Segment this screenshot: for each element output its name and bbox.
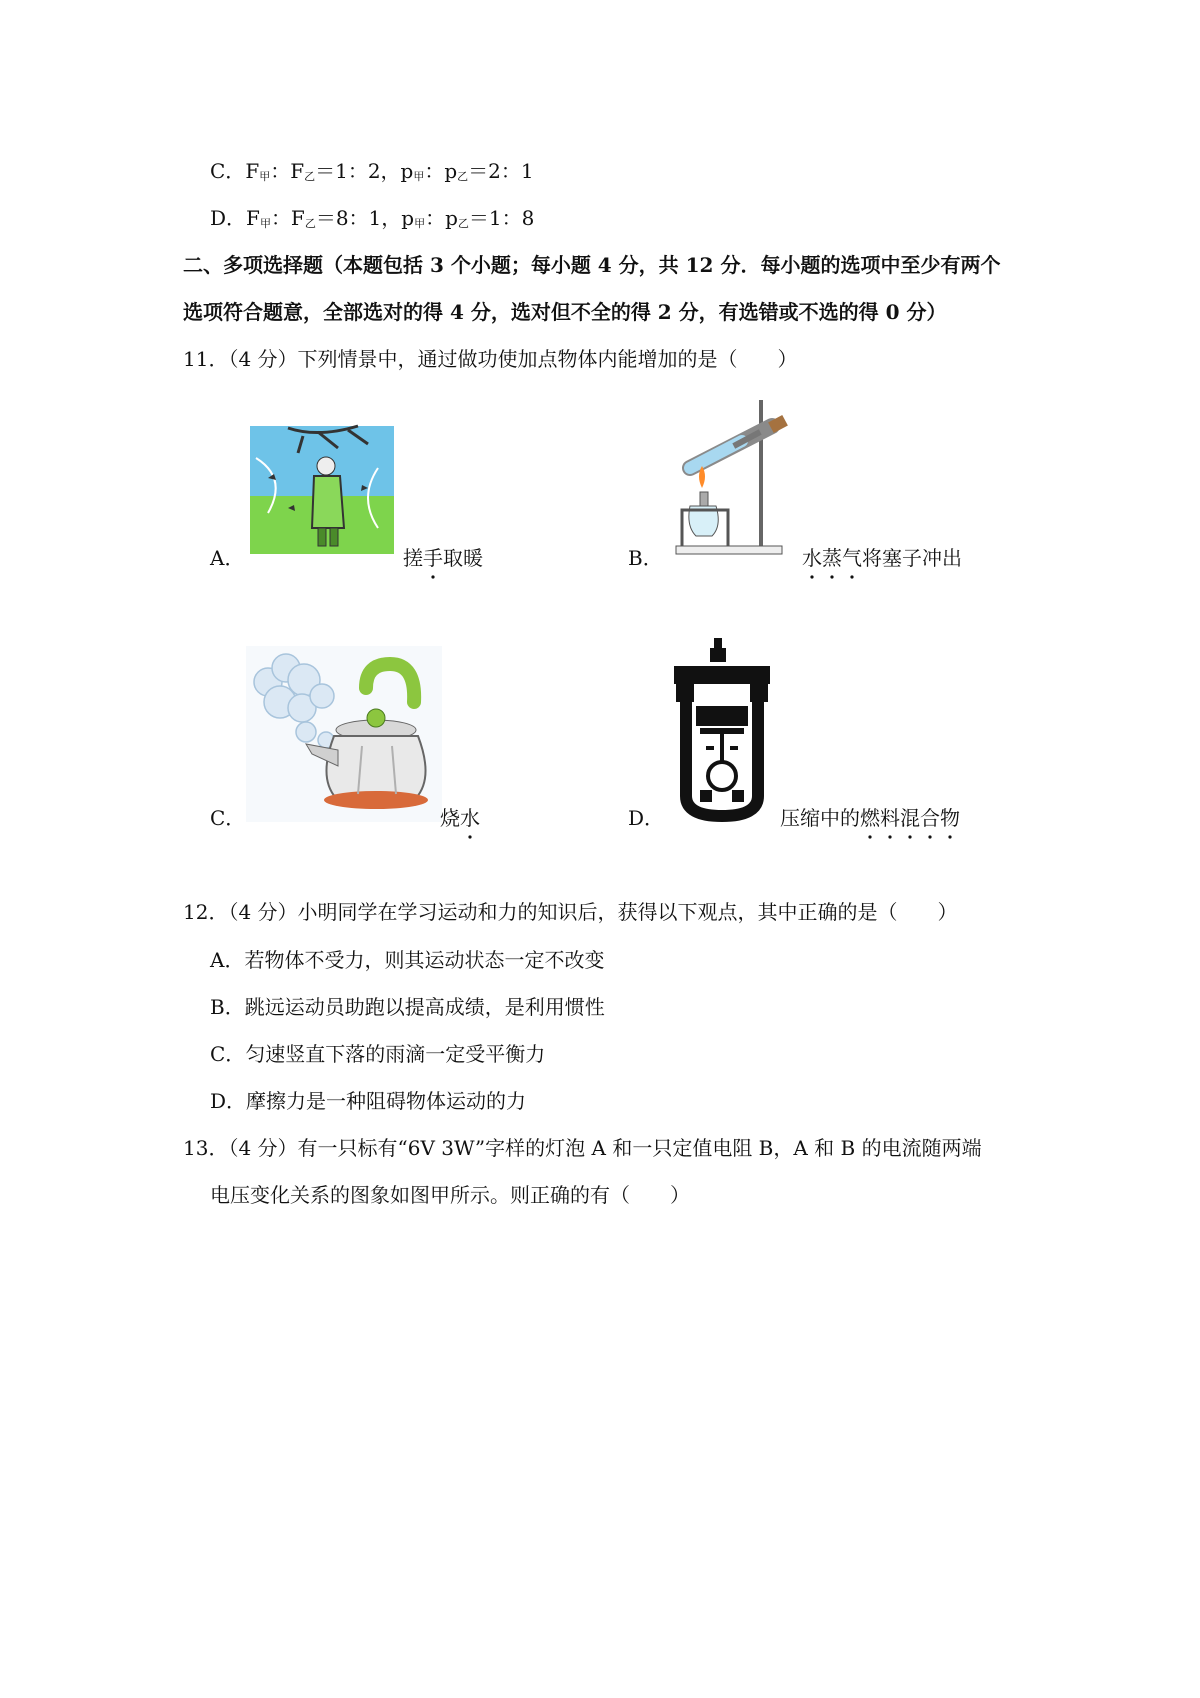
text-part: 手 (423, 546, 443, 570)
text-part: 烧 (440, 806, 460, 830)
option-label: B． (210, 995, 245, 1019)
text-part: 搓 (403, 546, 423, 570)
q11-option-b (628, 544, 663, 572)
formula-part: F (246, 206, 260, 230)
q11-stem: 11．（4 分）下列情景中，通过做功使加点物体内能增加的是（ ） (183, 347, 798, 371)
option-label: D． (210, 206, 247, 230)
formula-part: ＝1：2，p (315, 159, 414, 183)
option-label: B． (628, 546, 663, 570)
emphasis-dots (802, 574, 862, 580)
option-text: 匀速竖直下落的雨滴一定受平衡力 (245, 1042, 546, 1066)
formula-part: ：F (270, 206, 305, 230)
subscript: 甲 (259, 170, 271, 183)
section-heading-line1: 二、多项选择题（本题包括 3 个小题；每小题 4 分，共 12 分．每小题的选项中至少有两个 (183, 253, 1001, 277)
q13-stem-line1: 13．（4 分）有一只标有“6V 3W”字样的灯泡 A 和一只定值电阻 B，A 和 B 的电流随两端 (183, 1136, 982, 1160)
boiling-kettle-icon (246, 646, 442, 822)
dotted-text (460, 804, 480, 832)
q13-stem-line2: 电压变化关系的图象如图甲所示。则正确的有（ ） (210, 1183, 690, 1207)
option-label: C． (210, 1042, 246, 1066)
q11-option-a (210, 544, 244, 572)
q11-option-d-text (780, 804, 960, 832)
subscript: 甲 (259, 217, 271, 230)
option-label: A． (210, 546, 245, 570)
formula-part: ＝2：1 (468, 159, 534, 183)
formula-part: ：p (425, 206, 458, 230)
option-text: 跳远运动员助跑以提高成绩，是利用惯性 (244, 995, 605, 1019)
q11-option-a-text (403, 544, 483, 572)
dotted-text (423, 544, 443, 572)
emphasis-dots (860, 834, 960, 840)
q11-option-c-text (440, 804, 480, 832)
formula-part: ＝1：8 (468, 206, 535, 230)
option-c-prev (210, 157, 534, 191)
formula-part: ＝8：1，p (315, 206, 415, 230)
q11-option-b-text (802, 544, 962, 572)
person-in-wind-icon (248, 418, 396, 558)
subscript: 乙 (304, 217, 316, 230)
option-text: 摩擦力是一种阻碍物体运动的力 (246, 1089, 527, 1113)
q11-option-d (628, 804, 664, 832)
subscript: 乙 (457, 217, 469, 230)
emphasis-dots (423, 574, 443, 580)
section-heading-line2: 选项符合题意，全部选对的得 4 分，选对但不全的得 2 分，有选错或不选的得 0 分） (183, 300, 947, 324)
dotted-text (860, 804, 960, 832)
emphasis-dots (460, 834, 480, 840)
subscript: 甲 (413, 170, 425, 183)
option-text: 若物体不受力，则其运动状态一定不改变 (244, 948, 605, 972)
test-tube-heating-icon (672, 396, 792, 558)
subscript: 甲 (414, 217, 426, 230)
q12-option-b (210, 993, 605, 1021)
option-label: A． (210, 948, 245, 972)
subscript: 乙 (457, 170, 469, 183)
subscript: 乙 (304, 170, 316, 183)
q11-option-c (210, 804, 245, 832)
text-part: 燃料混合物 (860, 806, 960, 830)
formula-part: F (245, 159, 260, 183)
option-label: D． (210, 1089, 247, 1113)
formula-part: ：p (424, 159, 458, 183)
dotted-text (802, 544, 862, 572)
option-label: C． (210, 806, 246, 830)
option-label: D． (628, 806, 665, 830)
q12-option-d (210, 1087, 526, 1115)
text-part: 水蒸气 (802, 546, 862, 570)
q12-stem: 12．（4 分）小明同学在学习运动和力的知识后，获得以下观点，其中正确的是（ ） (183, 900, 958, 924)
text-part: 水 (460, 806, 480, 830)
q12-option-a (210, 946, 604, 974)
formula-part: ：F (270, 159, 305, 183)
q12-option-c (210, 1040, 545, 1068)
text-part: 取暖 (443, 546, 483, 570)
option-label: C． (210, 159, 246, 183)
engine-cylinder-icon (670, 636, 774, 822)
text-part: 将塞子冲出 (862, 546, 962, 570)
option-d-prev (210, 204, 534, 238)
text-part: 压缩中的 (780, 806, 860, 830)
